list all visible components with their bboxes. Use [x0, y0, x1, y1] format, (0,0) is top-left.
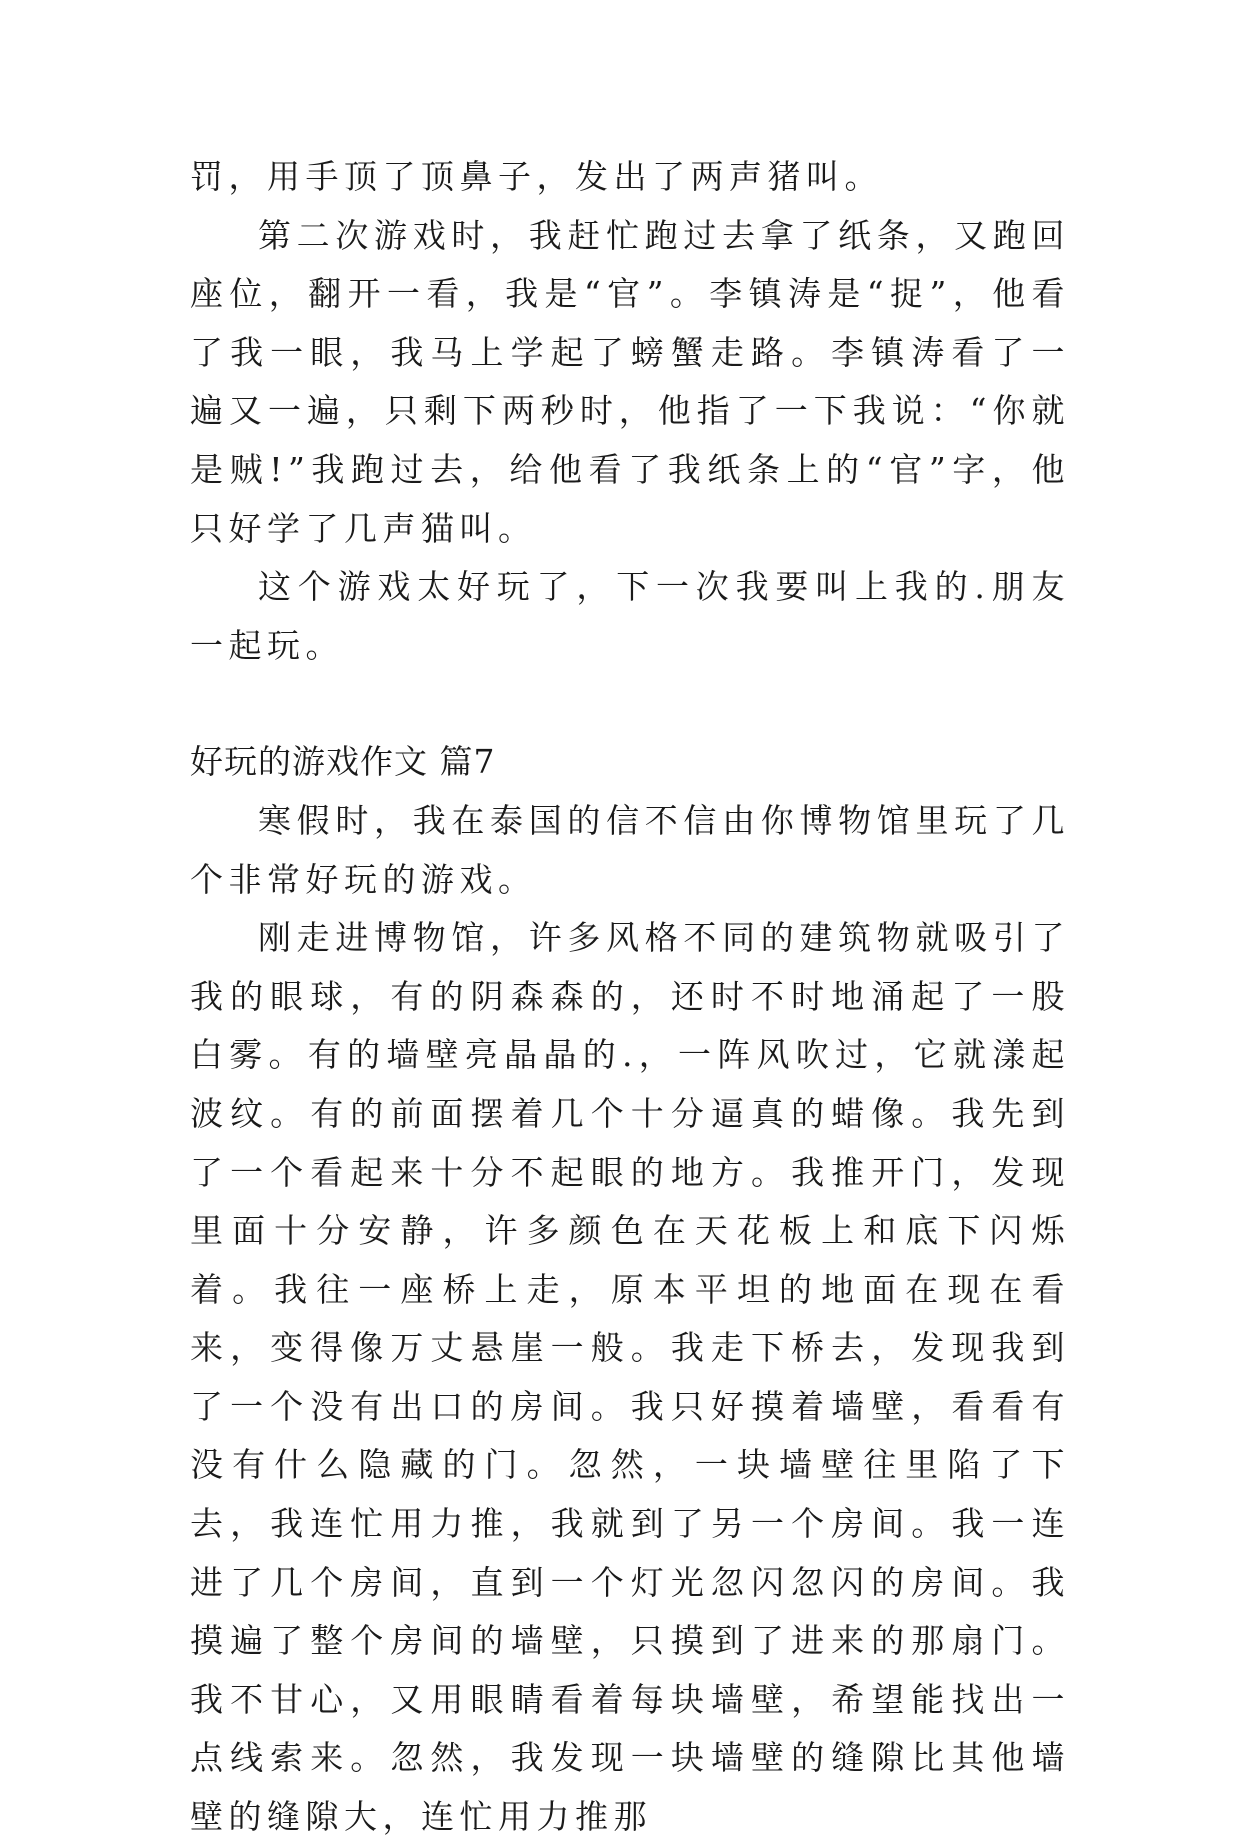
paragraph-game-round-two: 第二次游戏时，我赶忙跑过去拿了纸条，又跑回座位，翻开一看，我是“官”。李镇涛是“捉”，他看了我一眼，我马上学起了螃蟹走路。李镇涛看了一遍又一遍，只剩下两秒时，他指了一下我说：“你就是贼!”我跑过去，给他看了我纸条上的“官”字，他只好学了几声猫叫。: [190, 215, 1070, 548]
section-spacer: [190, 675, 1070, 733]
section-heading: 好玩的游戏作文 篇7: [190, 742, 496, 782]
document-body: [190, 148, 1070, 1847]
continued-paragraph: 罚，用手顶了顶鼻子，发出了两声猪叫。: [190, 157, 883, 196]
paragraph-museum: 刚走进博物馆，许多风格不同的建筑物就吸引了我的眼球，有的阴森森的，还时不时地涌起了一股白雾。有的墙壁亮晶晶的.，一阵风吹过，它就漾起波纹。有的前面摆着几个十分逼真的蜡像。我先到了一个看起来十分不起眼的地方。我推开门，发现里面十分安静，许多颜色在天花板上和底下闪烁着。我往一座桥上走，原本平坦的地面在现在看来，变得像万丈悬崖一般。我走下桥去，发现我到了一个没有出口的房间。我只好摸着墙壁，看看有没有什么隐藏的门。忽然，一块墙壁往里陷了下去，我连忙用力推，我就到了另一个房间。我一连进了几个房间，直到一个灯光忽闪忽闪的房间。我摸遍了整个房间的墙壁，只摸到了进来的那扇门。我不甘心，又用眼睛看着每块墙壁，希望能找出一点线索来。忽然，我发现一块墙壁的缝隙比其他墙壁的缝隙大，连忙用力推那: [190, 918, 1070, 1837]
paragraph-conclusion: 这个游戏太好玩了，下一次我要叫上我的.朋友一起玩。: [190, 567, 1070, 665]
paragraph-intro: 寒假时，我在泰国的信不信由你博物馆里玩了几个非常好玩的游戏。: [190, 800, 1070, 899]
